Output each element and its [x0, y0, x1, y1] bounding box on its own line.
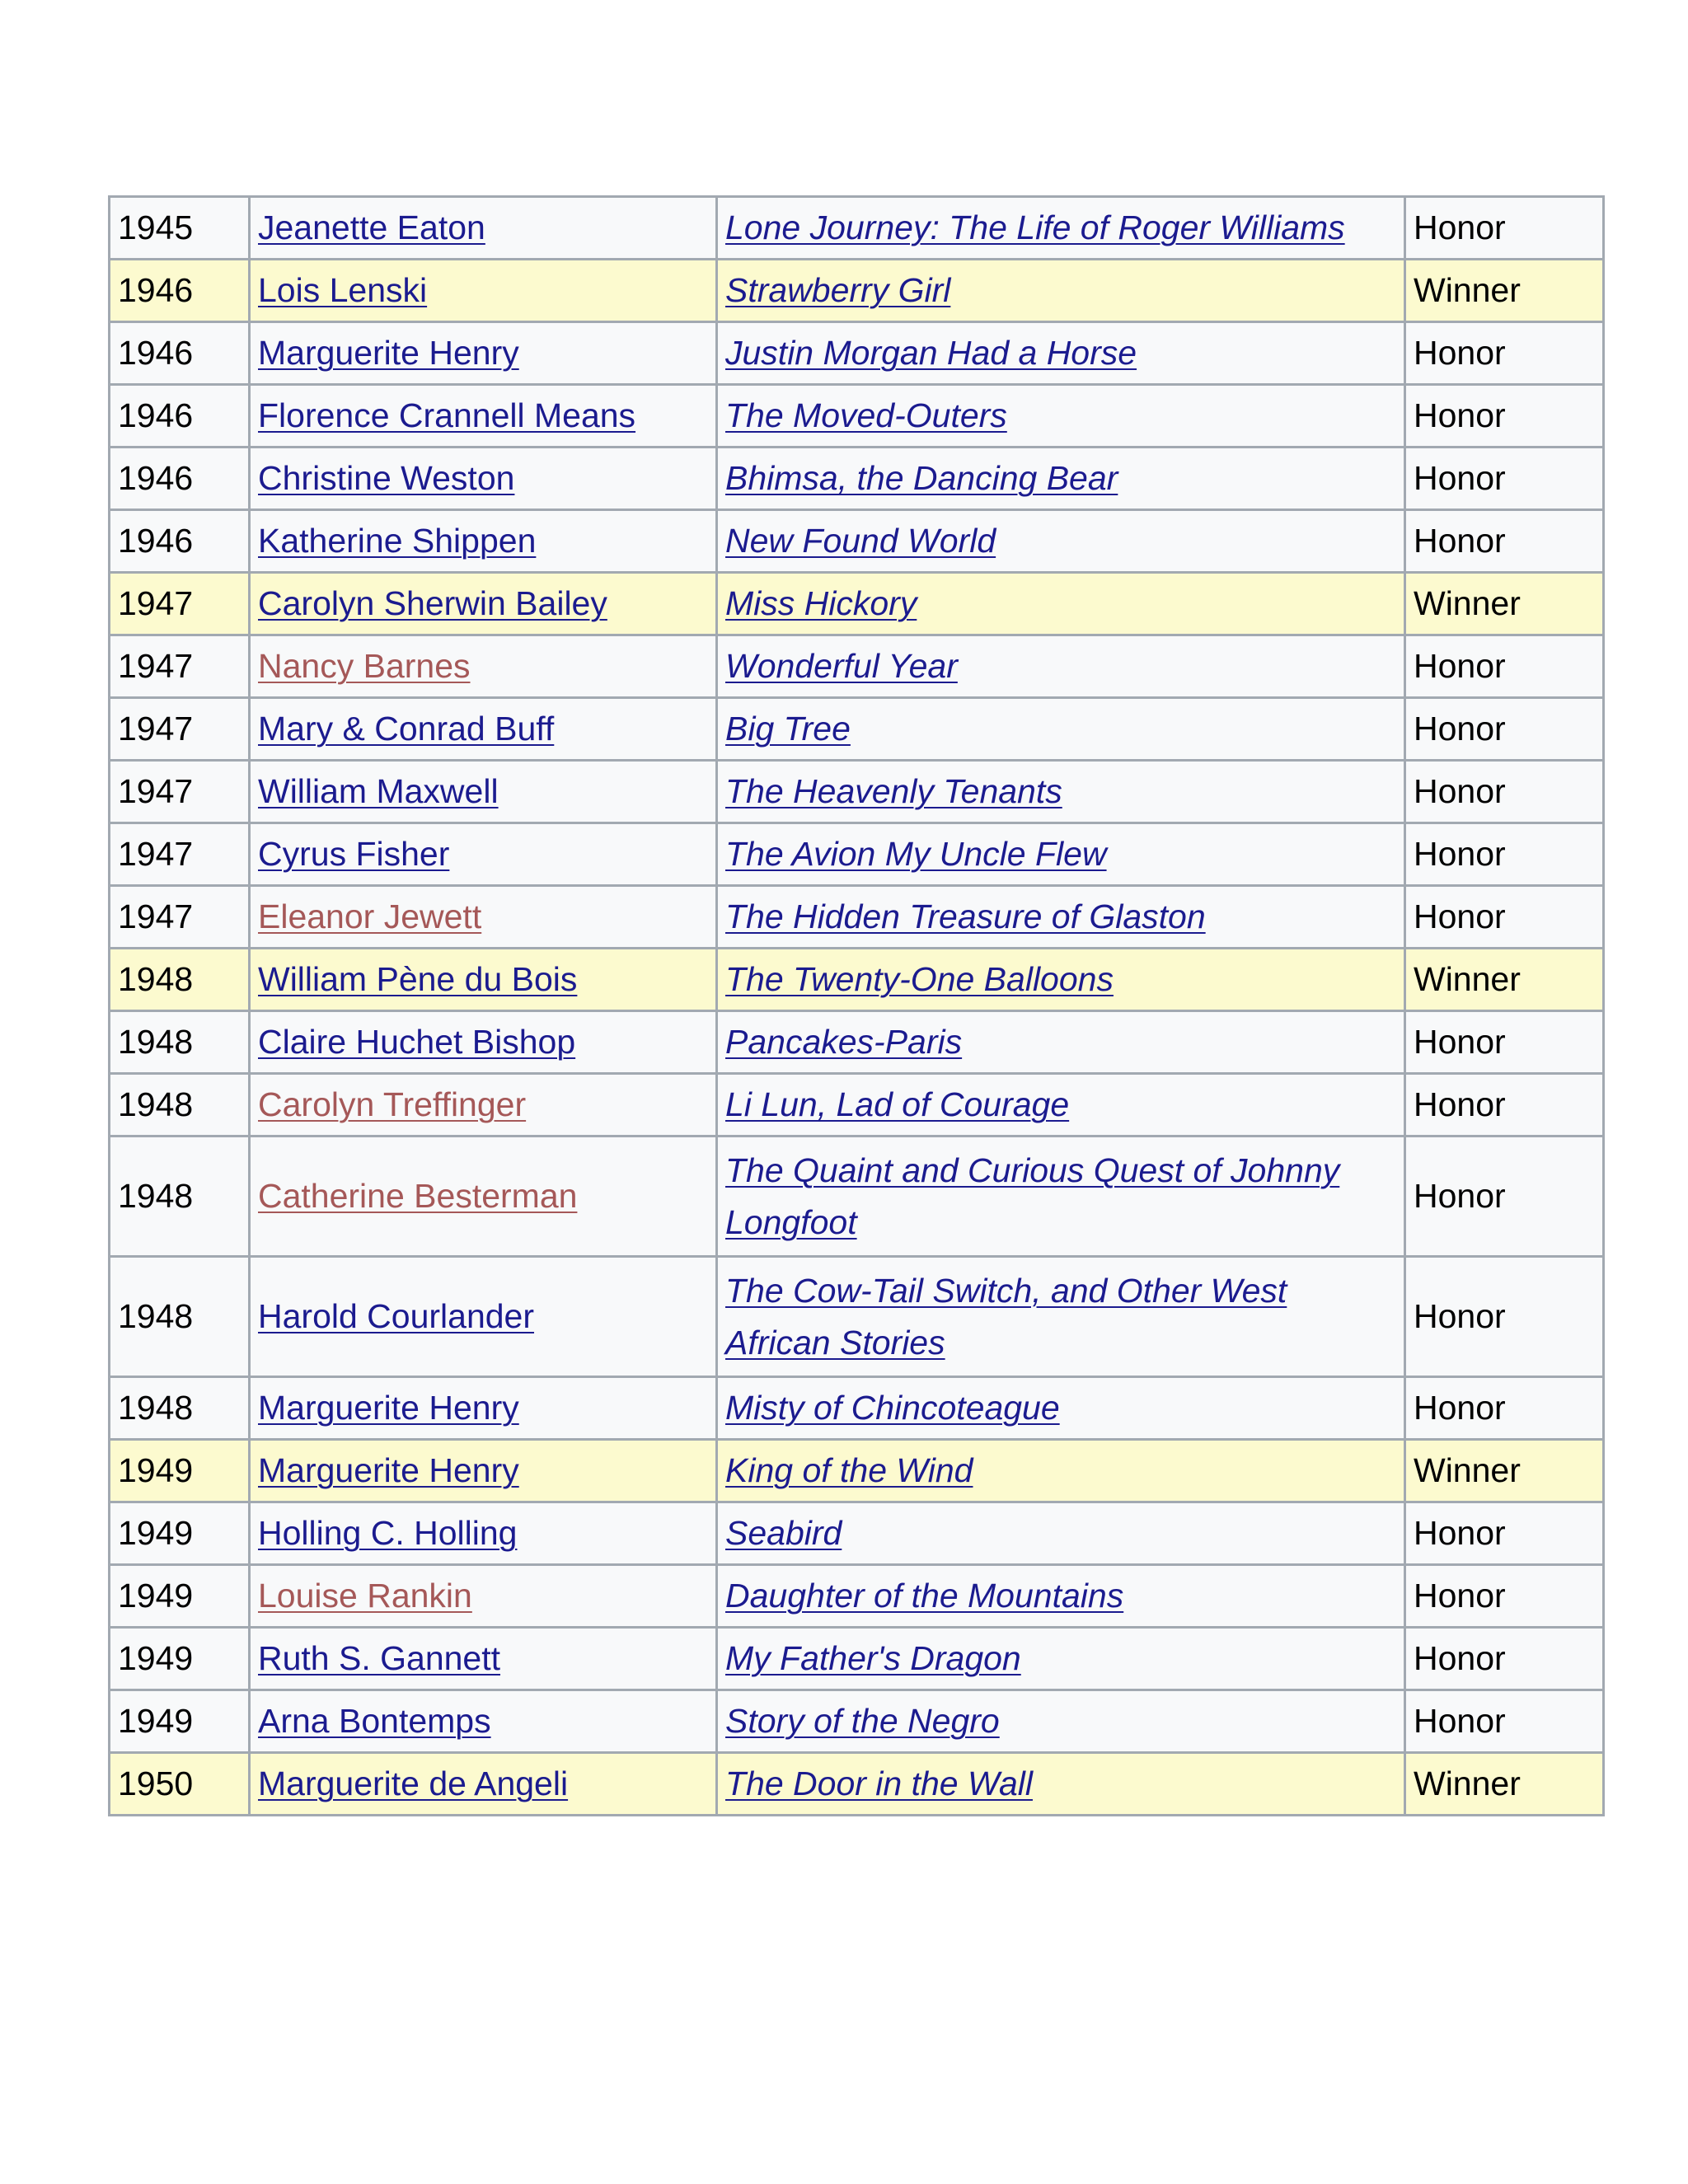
- year-cell: 1950: [110, 1753, 250, 1816]
- title-link[interactable]: The Quaint and Curious Quest of Johnny Longfoot: [725, 1151, 1340, 1241]
- table-body: [110, 197, 1604, 1816]
- author-cell: [250, 1440, 717, 1502]
- title-link[interactable]: Wonderful Year: [725, 647, 958, 685]
- year-cell: 1947: [110, 823, 250, 886]
- title-cell: [717, 260, 1405, 322]
- author-cell: [250, 698, 717, 761]
- result-cell: Honor: [1405, 1137, 1604, 1257]
- author-link[interactable]: Carolyn Sherwin Bailey: [258, 584, 607, 622]
- year-cell: 1947: [110, 886, 250, 949]
- author-link[interactable]: Marguerite Henry: [258, 1451, 519, 1489]
- author-link[interactable]: Lois Lenski: [258, 271, 428, 309]
- year-cell: 1948: [110, 1257, 250, 1377]
- result-cell: Honor: [1405, 385, 1604, 448]
- author-link[interactable]: Marguerite Henry: [258, 334, 519, 372]
- author-cell: [250, 573, 717, 635]
- author-link[interactable]: Carolyn Treffinger: [258, 1085, 527, 1123]
- title-link[interactable]: My Father's Dragon: [725, 1639, 1021, 1677]
- title-link[interactable]: King of the Wind: [725, 1451, 973, 1489]
- table-row: [110, 949, 1604, 1011]
- result-cell: Honor: [1405, 761, 1604, 823]
- author-link[interactable]: Harold Courlander: [258, 1297, 535, 1335]
- result-cell: Honor: [1405, 510, 1604, 573]
- result-cell: Honor: [1405, 448, 1604, 510]
- table-row: [110, 260, 1604, 322]
- title-cell: [717, 385, 1405, 448]
- title-link[interactable]: Miss Hickory: [725, 584, 917, 622]
- title-cell: [717, 635, 1405, 698]
- author-cell: [250, 761, 717, 823]
- year-cell: 1947: [110, 635, 250, 698]
- title-cell: [717, 949, 1405, 1011]
- year-cell: 1947: [110, 573, 250, 635]
- table-row: [110, 1257, 1604, 1377]
- author-cell: [250, 260, 717, 322]
- title-cell: [717, 1753, 1405, 1816]
- author-link[interactable]: William Pène du Bois: [258, 960, 578, 998]
- title-cell: [717, 573, 1405, 635]
- table-row: [110, 1137, 1604, 1257]
- year-cell: 1948: [110, 1074, 250, 1137]
- title-link[interactable]: Bhimsa, the Dancing Bear: [725, 459, 1118, 497]
- table-row: [110, 761, 1604, 823]
- table-row: [110, 1753, 1604, 1816]
- table-row: [110, 322, 1604, 385]
- year-cell: 1946: [110, 260, 250, 322]
- title-cell: [717, 1565, 1405, 1628]
- title-link[interactable]: The Cow-Tail Switch, and Other West African Stories: [725, 1271, 1287, 1361]
- title-cell: [717, 886, 1405, 949]
- author-link[interactable]: Florence Crannell Means: [258, 396, 636, 434]
- table-row: [110, 197, 1604, 260]
- author-cell: [250, 635, 717, 698]
- title-cell: [717, 1690, 1405, 1753]
- year-cell: 1949: [110, 1440, 250, 1502]
- result-cell: Honor: [1405, 1502, 1604, 1565]
- author-link[interactable]: Nancy Barnes: [258, 647, 471, 685]
- title-cell: [717, 1257, 1405, 1377]
- title-cell: [717, 322, 1405, 385]
- result-cell: Winner: [1405, 949, 1604, 1011]
- result-cell: Honor: [1405, 635, 1604, 698]
- author-link[interactable]: Eleanor Jewett: [258, 898, 482, 935]
- result-cell: Winner: [1405, 1440, 1604, 1502]
- title-cell: [717, 1628, 1405, 1690]
- title-link[interactable]: Story of the Negro: [725, 1702, 1000, 1740]
- table-row: [110, 1565, 1604, 1628]
- title-link[interactable]: The Moved-Outers: [725, 396, 1007, 434]
- year-cell: 1949: [110, 1690, 250, 1753]
- title-link[interactable]: The Avion My Uncle Flew: [725, 835, 1107, 873]
- result-cell: Winner: [1405, 573, 1604, 635]
- author-link[interactable]: Holling C. Holling: [258, 1514, 518, 1552]
- result-cell: Honor: [1405, 1011, 1604, 1074]
- author-link[interactable]: Jeanette Eaton: [258, 209, 485, 246]
- title-link[interactable]: Seabird: [725, 1514, 842, 1552]
- author-link[interactable]: William Maxwell: [258, 772, 499, 810]
- table-row: [110, 698, 1604, 761]
- result-cell: Honor: [1405, 322, 1604, 385]
- author-cell: [250, 510, 717, 573]
- year-cell: 1946: [110, 322, 250, 385]
- year-cell: 1947: [110, 761, 250, 823]
- author-link[interactable]: Katherine Shippen: [258, 522, 537, 560]
- title-link[interactable]: Lone Journey: The Life of Roger Williams: [725, 209, 1345, 246]
- author-link[interactable]: Louise Rankin: [258, 1577, 472, 1615]
- author-cell: [250, 448, 717, 510]
- title-link[interactable]: The Hidden Treasure of Glaston: [725, 898, 1206, 935]
- table-row: [110, 1377, 1604, 1440]
- table-row: [110, 1628, 1604, 1690]
- year-cell: 1946: [110, 385, 250, 448]
- table-row: [110, 1011, 1604, 1074]
- author-link[interactable]: Cyrus Fisher: [258, 835, 450, 873]
- author-cell: [250, 823, 717, 886]
- author-cell: [250, 322, 717, 385]
- title-link[interactable]: The Door in the Wall: [725, 1765, 1033, 1802]
- table-row: [110, 385, 1604, 448]
- year-cell: 1948: [110, 1137, 250, 1257]
- year-cell: 1949: [110, 1502, 250, 1565]
- table-row: [110, 823, 1604, 886]
- title-link[interactable]: Misty of Chincoteague: [725, 1389, 1060, 1427]
- table-row: [110, 1074, 1604, 1137]
- table-row: [110, 1690, 1604, 1753]
- result-cell: Honor: [1405, 886, 1604, 949]
- title-cell: [717, 1011, 1405, 1074]
- author-link[interactable]: Catherine Besterman: [258, 1177, 578, 1215]
- title-cell: [717, 761, 1405, 823]
- title-link[interactable]: Strawberry Girl: [725, 271, 951, 309]
- title-cell: [717, 1377, 1405, 1440]
- author-cell: [250, 1074, 717, 1137]
- author-cell: [250, 1753, 717, 1816]
- title-link[interactable]: Li Lun, Lad of Courage: [725, 1085, 1070, 1123]
- author-link[interactable]: Christine Weston: [258, 459, 515, 497]
- result-cell: Honor: [1405, 698, 1604, 761]
- awards-table: [108, 195, 1605, 1816]
- result-cell: Honor: [1405, 1074, 1604, 1137]
- year-cell: 1949: [110, 1565, 250, 1628]
- author-cell: [250, 886, 717, 949]
- result-cell: Winner: [1405, 260, 1604, 322]
- year-cell: 1947: [110, 698, 250, 761]
- year-cell: 1946: [110, 448, 250, 510]
- author-cell: [250, 1011, 717, 1074]
- table-row: [110, 886, 1604, 949]
- title-cell: [717, 1502, 1405, 1565]
- year-cell: 1948: [110, 949, 250, 1011]
- author-cell: [250, 1257, 717, 1377]
- year-cell: 1946: [110, 510, 250, 573]
- result-cell: Honor: [1405, 1565, 1604, 1628]
- title-cell: [717, 698, 1405, 761]
- result-cell: Winner: [1405, 1753, 1604, 1816]
- title-cell: [717, 1137, 1405, 1257]
- table-row: [110, 573, 1604, 635]
- title-cell: [717, 510, 1405, 573]
- author-cell: [250, 1502, 717, 1565]
- result-cell: Honor: [1405, 1628, 1604, 1690]
- author-cell: [250, 949, 717, 1011]
- result-cell: Honor: [1405, 197, 1604, 260]
- title-link[interactable]: Big Tree: [725, 710, 851, 748]
- table-row: [110, 510, 1604, 573]
- author-cell: [250, 1565, 717, 1628]
- author-link[interactable]: Marguerite de Angeli: [258, 1765, 569, 1802]
- table-row: [110, 635, 1604, 698]
- title-link[interactable]: Daughter of the Mountains: [725, 1577, 1124, 1615]
- result-cell: Honor: [1405, 1257, 1604, 1377]
- author-link[interactable]: Mary & Conrad Buff: [258, 710, 555, 748]
- author-cell: [250, 1377, 717, 1440]
- author-link[interactable]: Marguerite Henry: [258, 1389, 519, 1427]
- author-cell: [250, 385, 717, 448]
- table-row: [110, 1502, 1604, 1565]
- title-link[interactable]: The Twenty-One Balloons: [725, 960, 1114, 998]
- title-link[interactable]: New Found World: [725, 522, 996, 560]
- result-cell: Honor: [1405, 1690, 1604, 1753]
- title-cell: [717, 1440, 1405, 1502]
- author-link[interactable]: Ruth S. Gannett: [258, 1639, 501, 1677]
- title-link[interactable]: The Heavenly Tenants: [725, 772, 1062, 810]
- table-row: [110, 448, 1604, 510]
- title-cell: [717, 1074, 1405, 1137]
- author-link[interactable]: Claire Huchet Bishop: [258, 1023, 576, 1061]
- author-cell: [250, 1628, 717, 1690]
- title-link[interactable]: Justin Morgan Had a Horse: [725, 334, 1137, 372]
- author-cell: [250, 1137, 717, 1257]
- year-cell: 1948: [110, 1377, 250, 1440]
- result-cell: Honor: [1405, 1377, 1604, 1440]
- year-cell: 1945: [110, 197, 250, 260]
- title-link[interactable]: Pancakes-Paris: [725, 1023, 963, 1061]
- author-cell: [250, 1690, 717, 1753]
- year-cell: 1949: [110, 1628, 250, 1690]
- author-cell: [250, 197, 717, 260]
- result-cell: Honor: [1405, 823, 1604, 886]
- title-cell: [717, 197, 1405, 260]
- table-row: [110, 1440, 1604, 1502]
- title-cell: [717, 448, 1405, 510]
- title-cell: [717, 823, 1405, 886]
- year-cell: 1948: [110, 1011, 250, 1074]
- author-link[interactable]: Arna Bontemps: [258, 1702, 491, 1740]
